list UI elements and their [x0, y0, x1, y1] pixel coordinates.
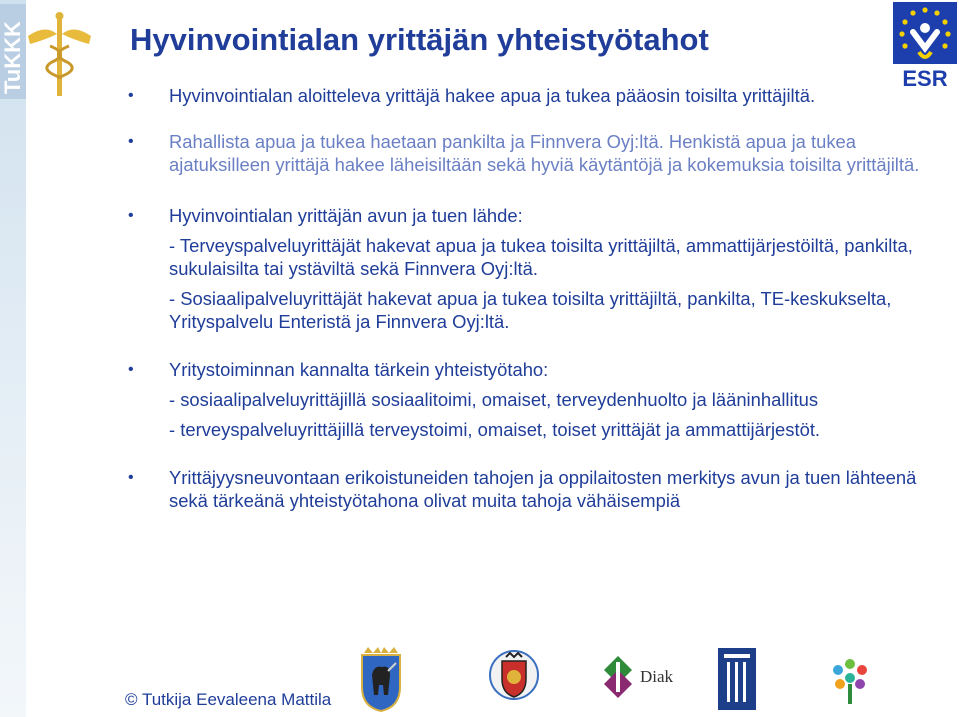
esr-logo-text: ESR [902, 66, 948, 90]
caduceus-icon [28, 12, 91, 96]
bullet-text: • Yritystoiminnan kannalta tärkein yhteistyötaho: [169, 359, 549, 380]
bullet-item [128, 130, 928, 176]
institution-pillar-logo [718, 648, 756, 710]
tukkk-logo-text: TuKKK [0, 21, 25, 94]
bullet-text: Hyvinvointialan aloitteleva yrittäjä hakee apua ja tukea pääosin toisilta yrittäjiltä. [169, 85, 816, 106]
bullet-item [128, 466, 928, 512]
bullet-text: Yrittäjyysneuvontaan erikoistuneiden tahojen ja oppilaitosten merkitys avun ja tuen lähteenä sekä tärkeänä yhteistyötahona olivat muita tahoja vähäisempiä [169, 467, 917, 511]
diak-logo-text: Diak [640, 667, 674, 686]
bullet-item [128, 84, 928, 107]
side-decoration-strip [0, 0, 26, 717]
sub-item: - terveyspalveluyrittäjillä terveystoimi, omaiset, toiset yrittäjät ja ammattijärjestöt. [169, 419, 821, 440]
bullet-text: Rahallista apua ja tukea haetaan pankilta ja Finnvera Oyj:ltä. Henkistä apua ja tukea ajatuksilleen yrittäjä hakee läheisiltään sekä hyviä käytäntöjä ja kokemuksia toisilta yrittäjiltä. [169, 131, 920, 175]
sub-item: - sosiaalipalveluyrittäjillä sosiaalitoimi, omaiset, terveydenhuolto ja lääninhallitus [169, 389, 819, 410]
bullet-item [128, 358, 928, 441]
crest-logo [488, 645, 540, 705]
tukkk-logo [0, 4, 103, 99]
bullet-list [128, 84, 928, 512]
coat-of-arms-bear-logo [358, 645, 404, 713]
bullet-item [128, 204, 928, 333]
bullet-text: • Hyvinvointialan yrittäjän avun ja tuen lähde: [169, 205, 523, 226]
emblem-icon [507, 670, 521, 684]
slide-title: Hyvinvointialan yrittäjän yhteistyötahot [130, 22, 709, 57]
esr-eu-logo [893, 2, 957, 90]
sub-item: - Terveyspalveluyrittäjät hakevat apua ja tukea toisilta yrittäjiltä, ammattijärjestöiltä, pankilta, sukulaisilta tai ystäviltä sekä Finnvera Oyj:ltä. [169, 235, 913, 279]
diak-logo [598, 652, 678, 702]
sub-item: - Sosiaalipalveluyrittäjät hakevat apua ja tukea toisilta yrittäjiltä, pankilta, TE-keskukselta, Yrityspalvelu Enteristä ja Finnvera Oyj:ltä. [169, 288, 892, 332]
copyright-footer: © Tutkija Eevaleena Mattila [125, 690, 332, 709]
flower-logo [826, 658, 876, 706]
